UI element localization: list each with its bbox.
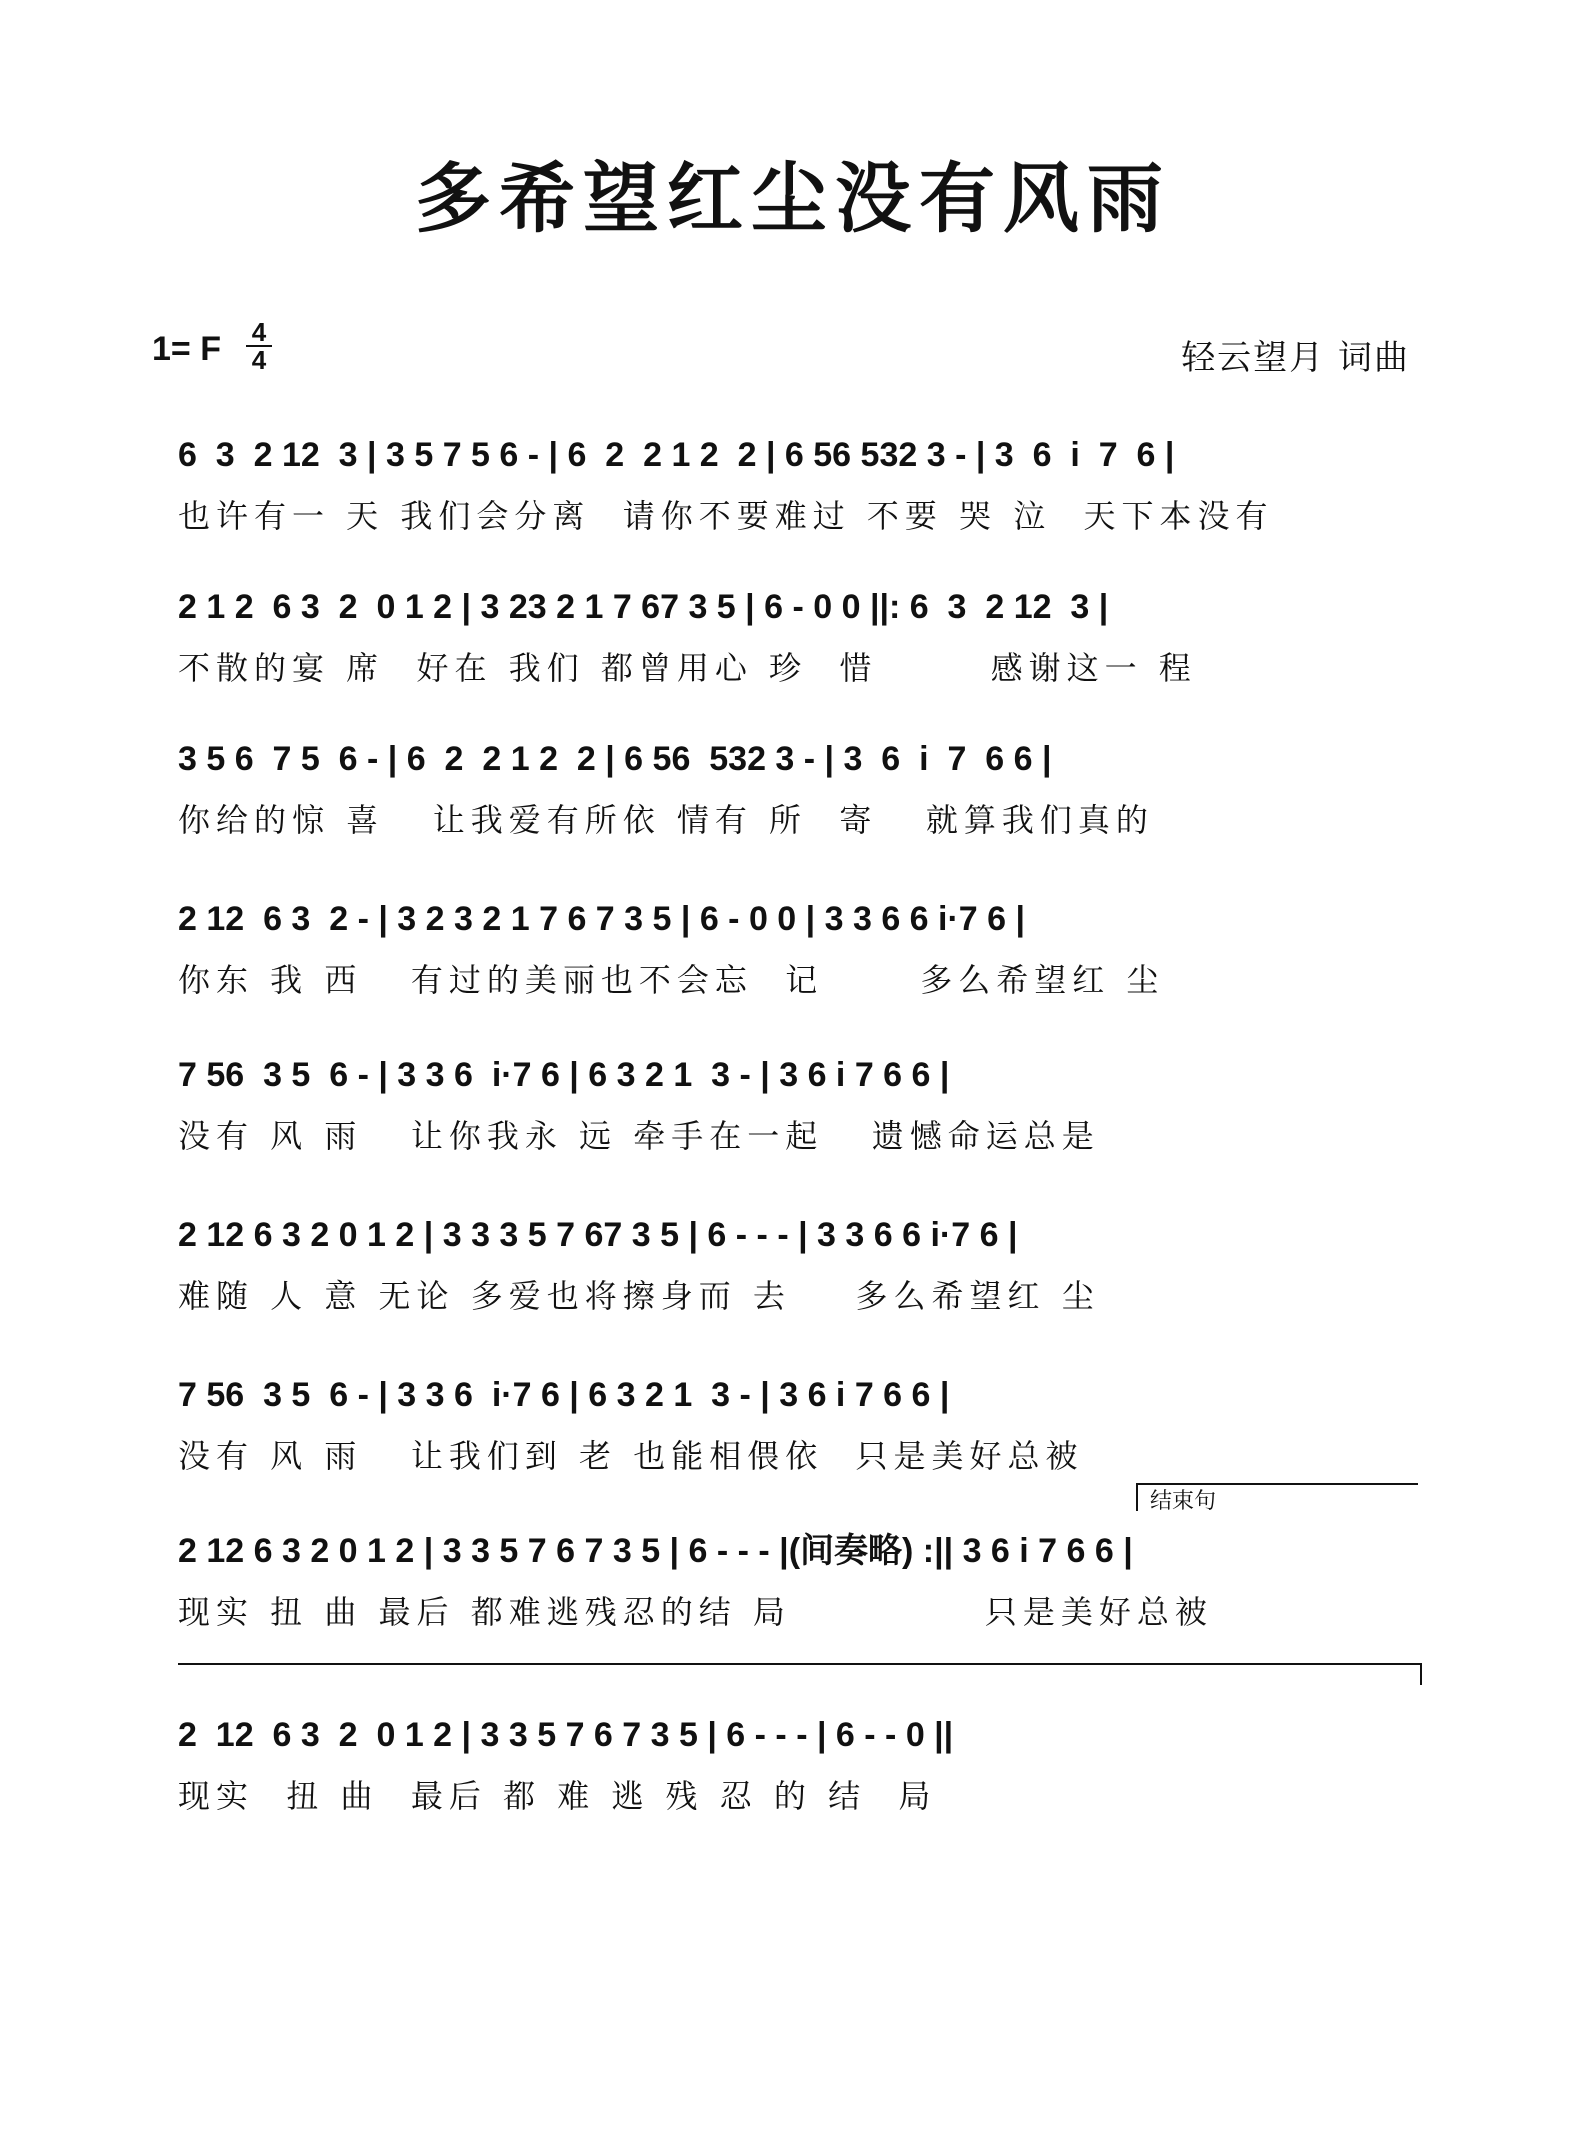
lyrics-row: 也许有一 天 我们会分离 请你不要难过 不要 哭 泣 天下本没有	[178, 497, 1274, 535]
score-line-7	[178, 1360, 1418, 1482]
coda-label: 结束句	[1150, 1489, 1217, 1514]
score-line-6	[178, 1200, 1418, 1322]
score-line-8	[178, 1516, 1418, 1638]
time-signature	[244, 317, 274, 375]
notation-row: 7 56 3 5 6 - | 3 3 6 i·7 6 | 6 3 2 1 3 - | 3 6 i 7 6 6 |	[178, 1376, 950, 1414]
time-signature-top: 4	[251, 317, 267, 347]
score-line-4	[178, 884, 1418, 1006]
notation-row: 2 12 6 3 2 0 1 2 | 3 3 3 5 7 67 3 5 | 6 - - - | 3 3 6 6 i·7 6 |	[178, 1216, 1018, 1254]
lyrics-row: 现实 扭 曲 最后 都 难 逃 残 忍 的 结 局	[178, 1777, 937, 1815]
notation-row: 2 12 6 3 2 0 1 2 | 3 3 5 7 6 7 3 5 | 6 - - - | 6 - - 0 ||	[178, 1716, 954, 1754]
notation-row: 2 12 6 3 2 0 1 2 | 3 3 5 7 6 7 3 5 | 6 - - - |(间奏略) :|| 3 6 i 7 6 6 |	[178, 1532, 1133, 1570]
notation-row: 7 56 3 5 6 - | 3 3 6 i·7 6 | 6 3 2 1 3 - | 3 6 i 7 6 6 |	[178, 1056, 950, 1094]
lyrics-row: 你给的惊 喜 让我爱有所依 情有 所 寄 就算我们真的	[178, 801, 1154, 839]
key-signature: 1= F	[152, 330, 221, 368]
coda-section-bracket	[178, 1663, 1422, 1685]
notation-row: 2 1 2 6 3 2 0 1 2 | 3 23 2 1 7 67 3 5 | 6 - 0 0 ||: 6 3 2 12 3 |	[178, 588, 1109, 626]
score-line-5	[178, 1040, 1418, 1162]
score-line-9	[178, 1700, 1418, 1822]
time-signature-bottom: 4	[251, 345, 267, 375]
score-line-3	[178, 724, 1418, 846]
song-title: 多希望红尘没有风雨	[415, 154, 1171, 243]
lyrics-row: 现实 扭 曲 最后 都难逃残忍的结 局 只是美好总被	[178, 1593, 1213, 1631]
lyrics-row: 没有 风 雨 让你我永 远 牵手在一起 遗憾命运总是	[178, 1117, 1100, 1155]
lyrics-row: 难随 人 意 无论 多爱也将擦身而 去 多么希望红 尘	[178, 1277, 1100, 1315]
score-line-1	[178, 420, 1418, 542]
composer-credit: 轻云望月 词曲	[1181, 338, 1410, 378]
lyrics-row: 没有 风 雨 让我们到 老 也能相偎依 只是美好总被	[178, 1437, 1084, 1475]
notation-row: 6 3 2 12 3 | 3 5 7 5 6 - | 6 2 2 1 2 2 | 6 56 532 3 - | 3 6 i 7 6 |	[178, 436, 1175, 474]
score-line-2	[178, 572, 1418, 694]
lyrics-row: 不散的宴 席 好在 我们 都曾用心 珍 惜 感谢这一 程	[178, 649, 1197, 687]
lyrics-row: 你东 我 西 有过的美丽也不会忘 记 多么希望红 尘	[178, 961, 1165, 999]
notation-row: 3 5 6 7 5 6 - | 6 2 2 1 2 2 | 6 56 532 3 - | 3 6 i 7 6 6 |	[178, 740, 1052, 778]
notation-row: 2 12 6 3 2 - | 3 2 3 2 1 7 6 7 3 5 | 6 - 0 0 | 3 3 6 6 i·7 6 |	[178, 900, 1026, 938]
